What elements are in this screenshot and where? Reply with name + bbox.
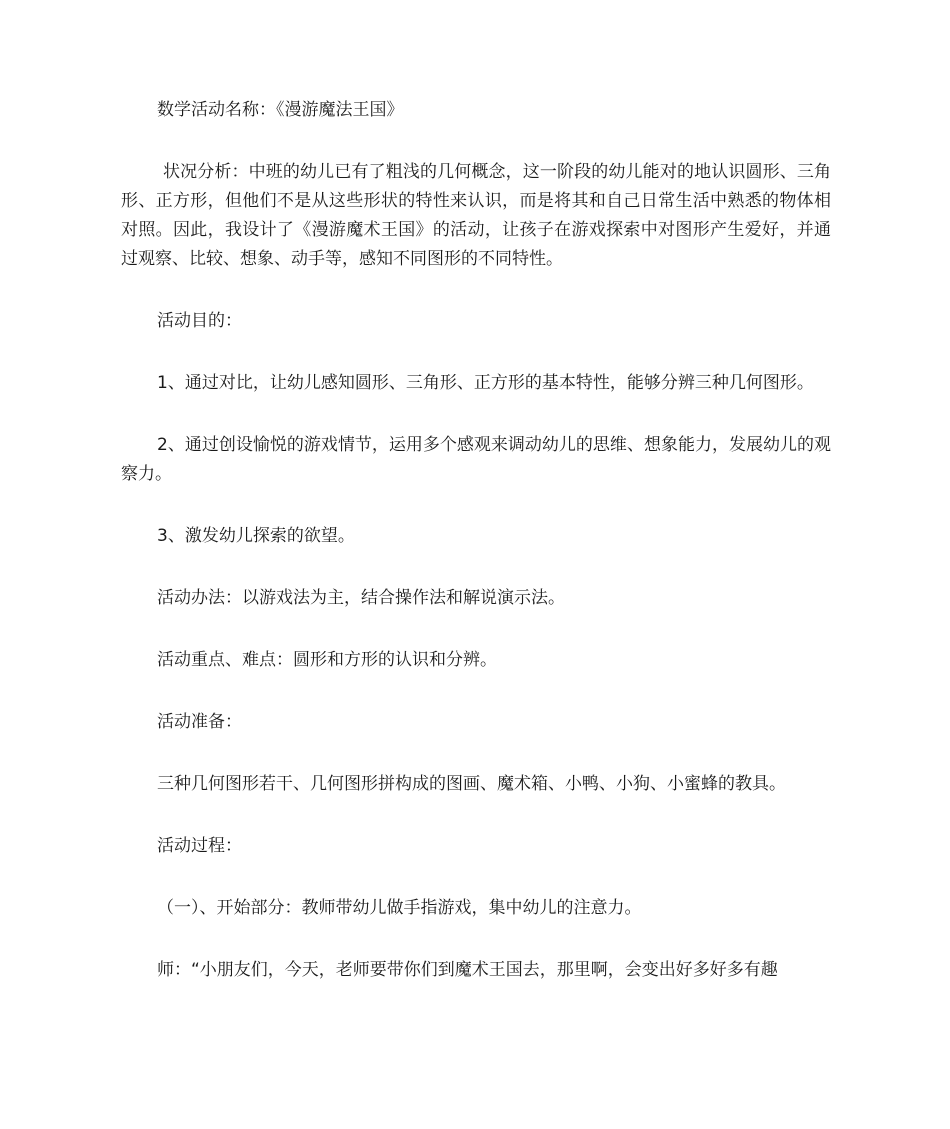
objectives-heading: 活动目的：	[157, 311, 242, 331]
preparation-heading: 活动准备：	[157, 712, 242, 732]
key-points: 活动重点、难点：圆形和方形的认识和分辨。	[157, 650, 497, 670]
process-heading: 活动过程：	[157, 836, 242, 856]
activity-title: 数学活动名称：《漫游魔法王国》	[157, 100, 404, 120]
situation-analysis-paragraph: 状况分析：中班的幼儿已有了粗浅的几何概念，这一阶段的幼儿能对的地认识圆形、三角形、正方形，但他们不是从这些形状的特性来认识，而是将其和自己日常生活中熟悉的物体相对照。因此，我设计了《漫游魔术王国》的活动，让孩子在游戏探索中对图形产生爱好，并通过观察、比较、想象、动手等，感知不同图形的不同特性。	[121, 162, 831, 269]
activity-method: 活动办法：以游戏法为主，结合操作法和解说演示法。	[157, 588, 565, 608]
teacher-dialogue: 师：“小朋友们，今天，老师要带你们到魔术王国去，那里啊，会变出好多好多有趣	[157, 960, 778, 980]
objective-item-1: 1、通过对比，让幼儿感知圆形、三角形、正方形的基本特性，能够分辨三种几何图形。	[157, 373, 814, 393]
process-step-1: （一）、开始部分：教师带幼儿做手指游戏，集中幼儿的注意力。	[157, 898, 642, 918]
document-body	[121, 96, 831, 1018]
preparation-materials: 三种几何图形若干、几何图形拼构成的图画、魔术箱、小鸭、小狗、小蜜蜂的教具。	[157, 774, 786, 794]
objective-item-2: 2、通过创设愉悦的游戏情节，运用多个感观来调动幼儿的思维、想象能力，发展幼儿的观察力。	[121, 435, 831, 484]
objective-item-3: 3、激发幼儿探索的欲望。	[157, 526, 355, 546]
